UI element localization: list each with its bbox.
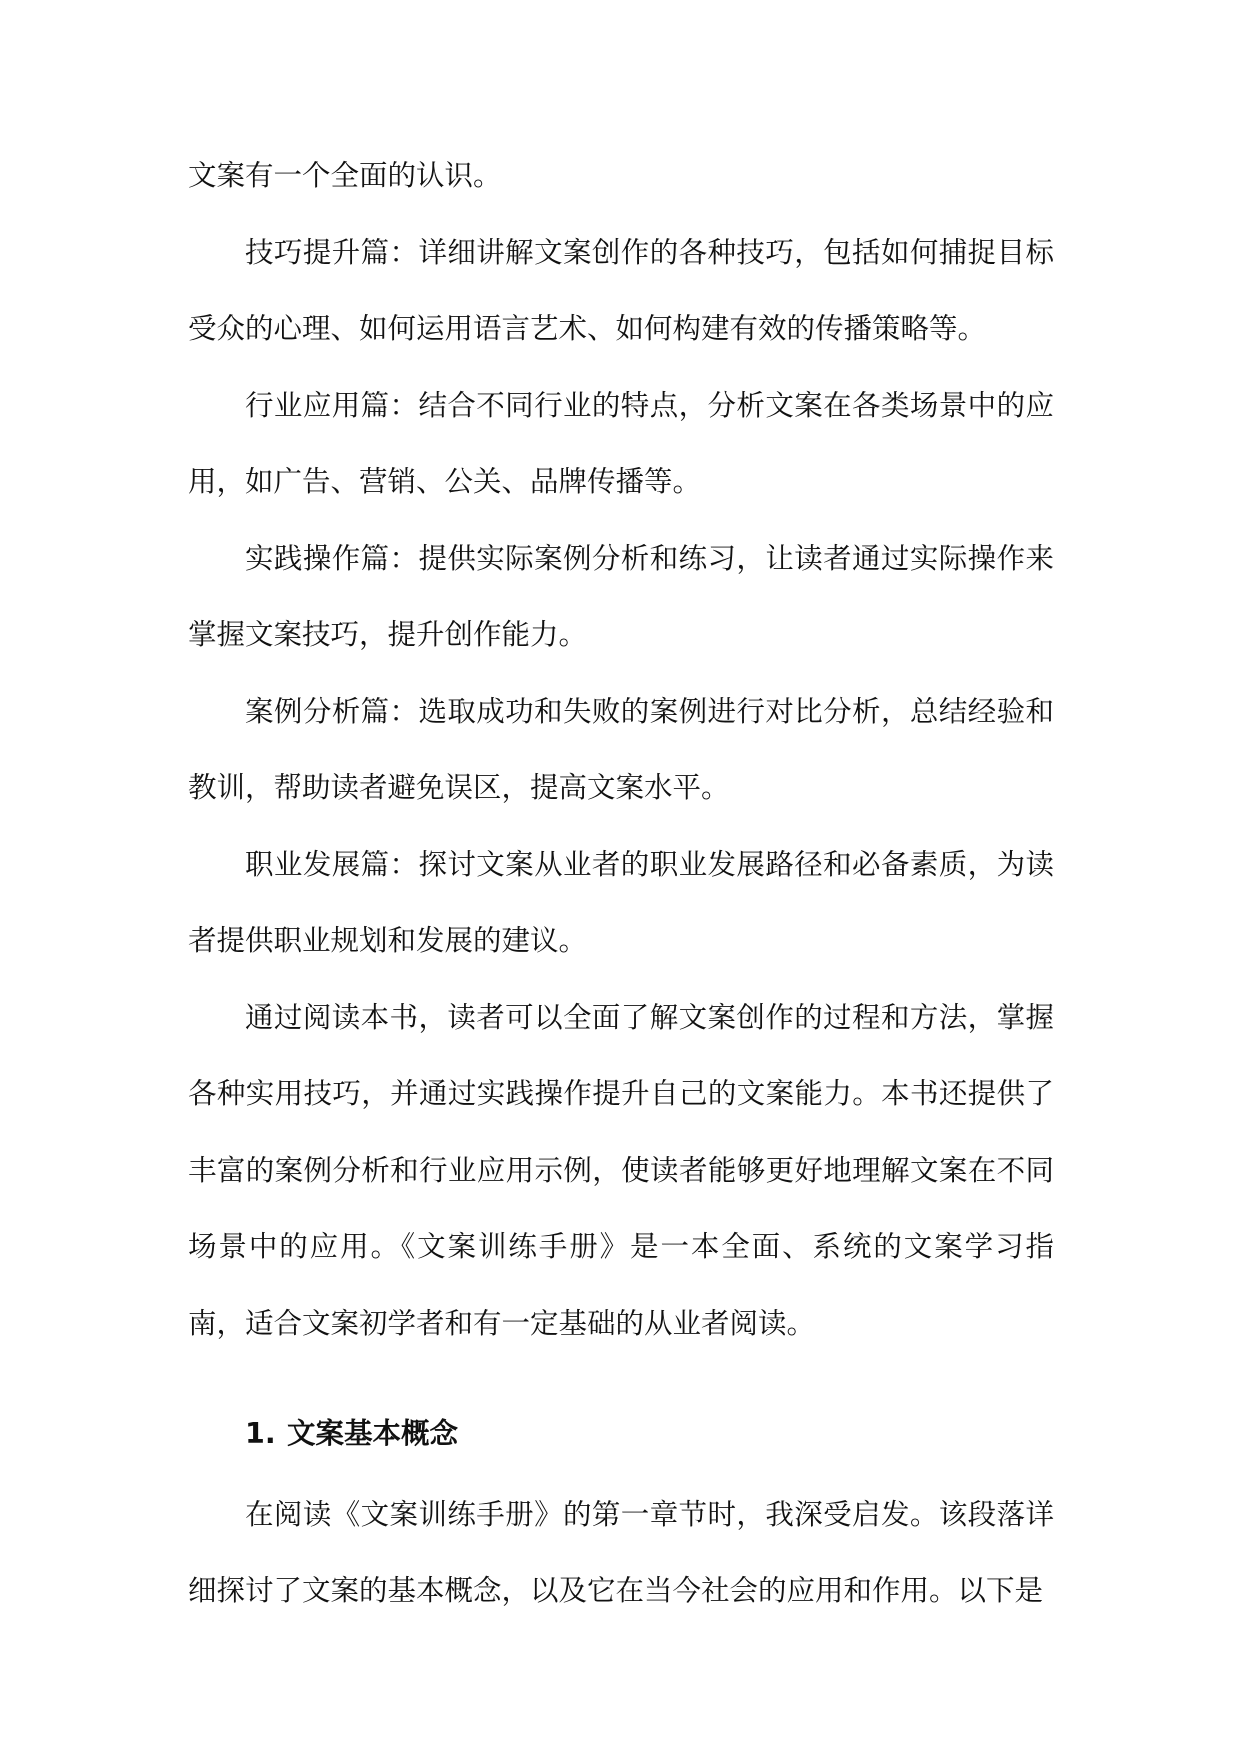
paragraph-skills: 技巧提升篇：详细讲解文案创作的各种技巧，包括如何捕捉目标受众的心理、如何运用语言艺术、如何构建有效的传播策略等。 xyxy=(188,235,1054,345)
paragraph-cases: 案例分析篇：选取成功和失败的案例进行对比分析，总结经验和教训，帮助读者避免误区，提高文案水平。 xyxy=(188,694,1054,804)
section-number: 1. xyxy=(245,1417,276,1450)
document-body xyxy=(188,138,1054,1630)
section-title: 文案基本概念 xyxy=(287,1417,459,1450)
paragraph-career: 职业发展篇：探讨文案从业者的职业发展路径和必备素质，为读者提供职业规划和发展的建议。 xyxy=(188,847,1054,957)
section-heading xyxy=(188,1396,1054,1473)
paragraph-industry: 行业应用篇：结合不同行业的特点，分析文案在各类场景中的应用，如广告、营销、公关、品牌传播等。 xyxy=(188,388,1054,498)
paragraph-section-intro: 在阅读《文案训练手册》的第一章节时，我深受启发。该段落详细探讨了文案的基本概念，以及它在当今社会的应用和作用。以下是 xyxy=(188,1497,1054,1607)
paragraph-summary: 通过阅读本书，读者可以全面了解文案创作的过程和方法，掌握各种实用技巧，并通过实践操作提升自己的文案能力。本书还提供了丰富的案例分析和行业应用示例，使读者能够更好地理解文案在不同场景中的应用。《文案训练手册》是一本全面、系统的文案学习指南，适合文案初学者和有一定基础的从业者阅读。 xyxy=(188,1000,1054,1340)
paragraph-continuation: 文案有一个全面的认识。 xyxy=(188,159,502,192)
paragraph-practice: 实践操作篇：提供实际案例分析和练习，让读者通过实际操作来掌握文案技巧，提升创作能力。 xyxy=(188,541,1054,651)
